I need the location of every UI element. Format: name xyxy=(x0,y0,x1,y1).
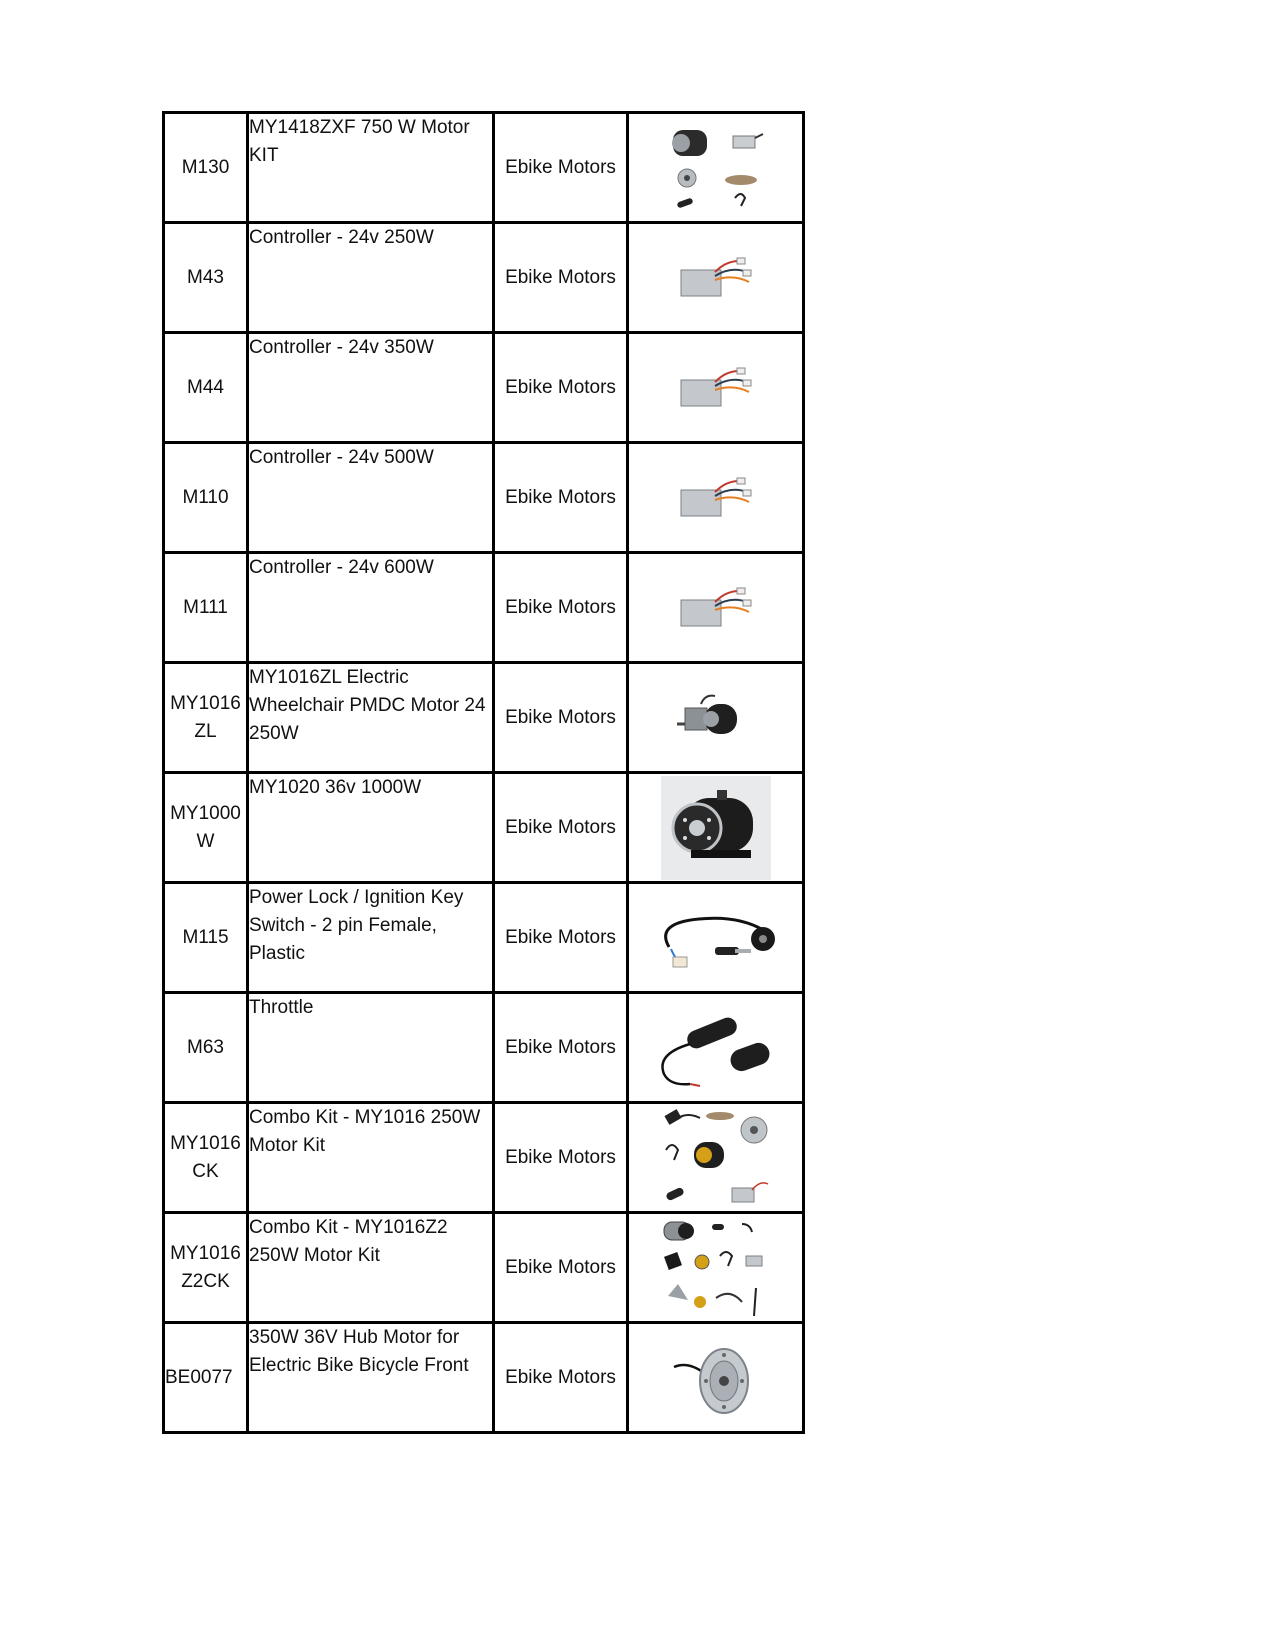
geared-motor-icon xyxy=(671,688,761,748)
table-row xyxy=(164,773,804,883)
product-description: Controller - 24v 500W xyxy=(248,443,494,553)
product-category: Ebike Motors xyxy=(494,113,628,223)
table-row xyxy=(164,113,804,223)
product-code: M130 xyxy=(164,113,248,223)
controller-box-icon xyxy=(671,358,761,418)
product-code: M110 xyxy=(164,443,248,553)
table-row xyxy=(164,993,804,1103)
product-description: MY1418ZXF 750 W Motor KIT xyxy=(248,113,494,223)
product-description: Controller - 24v 250W xyxy=(248,223,494,333)
product-category: Ebike Motors xyxy=(494,553,628,663)
combo-kit-z2-parts-icon xyxy=(658,1216,774,1320)
product-description: Throttle xyxy=(248,993,494,1103)
motor-kit-parts-icon xyxy=(661,120,771,216)
product-description: MY1016ZL Electric Wheelchair PMDC Motor 24 250W xyxy=(248,663,494,773)
product-category: Ebike Motors xyxy=(494,443,628,553)
product-table xyxy=(162,111,805,1434)
product-description: 350W 36V Hub Motor for Electric Bike Bicycle Front xyxy=(248,1323,494,1433)
product-description: Combo Kit - MY1016 250W Motor Kit xyxy=(248,1103,494,1213)
product-code: M44 xyxy=(164,333,248,443)
hub-motor-icon xyxy=(666,1333,766,1423)
product-code: M111 xyxy=(164,553,248,663)
table-row xyxy=(164,333,804,443)
product-category: Ebike Motors xyxy=(494,883,628,993)
dc-motor-photo-icon xyxy=(661,776,771,880)
table-row xyxy=(164,553,804,663)
product-category: Ebike Motors xyxy=(494,993,628,1103)
table-row xyxy=(164,883,804,993)
product-description: Combo Kit - MY1016Z2 250W Motor Kit xyxy=(248,1213,494,1323)
controller-box-icon xyxy=(671,468,761,528)
combo-kit-parts-icon xyxy=(658,1106,774,1210)
product-code: MY1016 Z2CK xyxy=(164,1213,248,1323)
product-category: Ebike Motors xyxy=(494,333,628,443)
product-category: Ebike Motors xyxy=(494,223,628,333)
product-code: MY1016 CK xyxy=(164,1103,248,1213)
product-category: Ebike Motors xyxy=(494,663,628,773)
product-category: Ebike Motors xyxy=(494,1213,628,1323)
product-code: M63 xyxy=(164,993,248,1103)
controller-box-icon xyxy=(671,248,761,308)
product-category: Ebike Motors xyxy=(494,1323,628,1433)
table-row xyxy=(164,1213,804,1323)
controller-box-icon xyxy=(671,578,761,638)
table-row xyxy=(164,1103,804,1213)
table-row xyxy=(164,663,804,773)
product-category: Ebike Motors xyxy=(494,1103,628,1213)
product-code: MY1000 W xyxy=(164,773,248,883)
ignition-key-switch-icon xyxy=(651,903,781,973)
throttle-grips-icon xyxy=(656,1006,776,1090)
table-row xyxy=(164,443,804,553)
product-description: Controller - 24v 350W xyxy=(248,333,494,443)
product-code: M43 xyxy=(164,223,248,333)
table-row xyxy=(164,223,804,333)
product-code: M115 xyxy=(164,883,248,993)
product-code: MY1016 ZL xyxy=(164,663,248,773)
product-code: BE0077 xyxy=(164,1323,248,1433)
product-category: Ebike Motors xyxy=(494,773,628,883)
product-description: Power Lock / Ignition Key Switch - 2 pin Female, Plastic xyxy=(248,883,494,993)
product-description: Controller - 24v 600W xyxy=(248,553,494,663)
product-description: MY1020 36v 1000W xyxy=(248,773,494,883)
table-row xyxy=(164,1323,804,1433)
